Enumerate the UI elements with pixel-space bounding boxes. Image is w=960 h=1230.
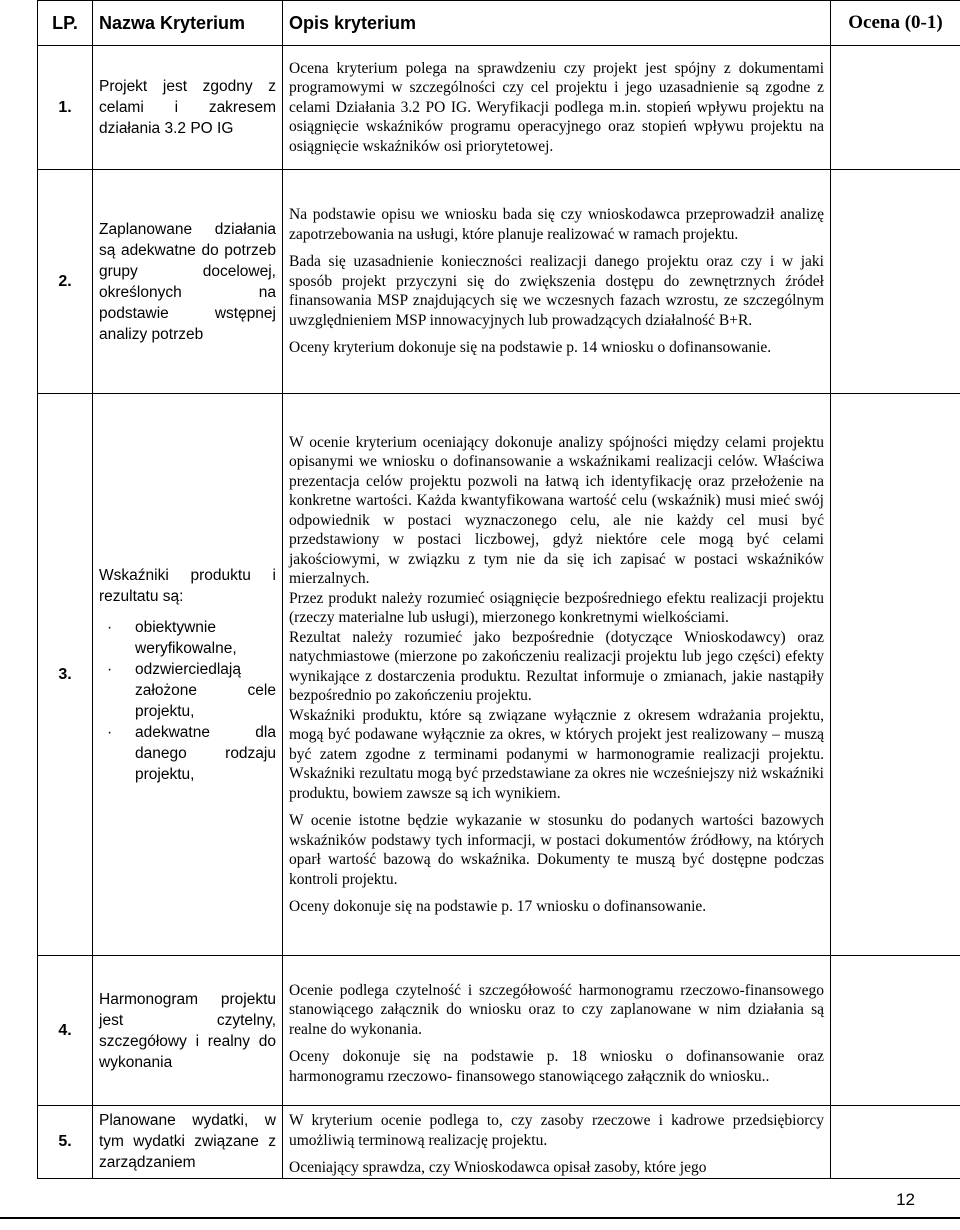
description-paragraph: W ocenie istotne będzie wykazanie w stosunku do podanych wartości bazowych wskaźników podstawy tych informacji, w postaci dokumentów źródłowy, na których oparł wartość bazową do wskaźnika. Dokumenty te muszą być dostępne podczas kontroli projektu. bbox=[289, 812, 824, 888]
score-cell bbox=[831, 1106, 960, 1179]
description-paragraph: Oceny dokonuje się na podstawie p. 18 wniosku o dofinansowanie oraz harmonogramu rzeczowo- finansowego stanowiącego załącznik do wniosku.. bbox=[289, 1048, 824, 1085]
description-paragraph: Przez produkt należy rozumieć osiągnięcie bezpośredniego efektu realizacji projektu (rzeczy materialne lub usługi), mierzonego konkretnymi wielkościami. bbox=[289, 589, 824, 626]
description-paragraph: W ocenie kryterium oceniający dokonuje analizy spójności między celami projektu opisanymi we wniosku o dofinansowanie a wskaźnikami realizacji celów. Właściwa prezentacja celów projektu pozwoli na łatwą ich identyfikację oraz przełożenie na konkretne wartości. Każda kwantyfikowana wartość celu (wskaźnik) musi mieć swój odpowiednik w postaci wyznaczonego celu, ale nie każdy cel musi być przedstawiony w postaci liczbowej, gdyż niektóre cele mogą być celami jakościowymi, w związku z tym nie da się ich zapisać w postaci wskaźników mierzalnych. bbox=[289, 433, 824, 587]
header-criterion-name: Nazwa Kryterium bbox=[93, 1, 283, 46]
bullet-icon: · bbox=[107, 723, 113, 741]
row-number: 5. bbox=[38, 1106, 93, 1179]
description-paragraph: Oceniający sprawdza, czy Wnioskodawca opisał zasoby, które jego bbox=[289, 1159, 707, 1176]
score-cell bbox=[831, 46, 960, 170]
criterion-name: Projekt jest zgodny z celami i zakresem działania 3.2 PO IG bbox=[93, 46, 283, 170]
description-paragraph: W kryterium ocenie podlega to, czy zasoby rzeczowe i kadrowe przedsiębiorcy umożliwią terminową realizację projektu. bbox=[289, 1112, 824, 1149]
score-cell bbox=[831, 394, 960, 956]
description-paragraph: Oceny dokonuje się na podstawie p. 17 wniosku o dofinansowanie. bbox=[289, 898, 707, 915]
criterion-description bbox=[283, 394, 831, 956]
criterion-name bbox=[93, 394, 283, 956]
list-item: · odzwierciedlają założone cele projektu, bbox=[107, 660, 276, 720]
row-number: 3. bbox=[38, 394, 93, 956]
description-paragraph: Na podstawie opisu we wniosku bada się czy wnioskodawca przeprowadził analizę zapotrzebowania na usługi, które planuje realizować w ramach projektu. bbox=[289, 206, 824, 243]
table-row bbox=[38, 46, 960, 170]
table-row bbox=[38, 394, 960, 956]
description-paragraph: Ocenie podlega czytelność i szczegółowość harmonogramu rzeczowo-finansowego stanowiącego załącznik do wniosku oraz to czy zaplanowane w nim działania są realne do wykonania. bbox=[289, 981, 824, 1038]
list-item: · obiektywnie weryfikowalne, bbox=[107, 618, 237, 657]
header-lp: LP. bbox=[38, 1, 93, 46]
criterion-description bbox=[283, 1106, 831, 1179]
score-cell bbox=[831, 956, 960, 1106]
list-item: · adekwatne dla danego rodzaju projektu, bbox=[107, 723, 276, 783]
row-number: 2. bbox=[38, 170, 93, 394]
footer-divider bbox=[0, 1217, 960, 1219]
criterion-name: Planowane wydatki, w tym wydatki związane z zarządzaniem bbox=[93, 1106, 283, 1179]
table-row bbox=[38, 170, 960, 394]
description-paragraph: Wskaźniki produktu, które są związane wyłącznie z okresem wdrażania projektu, mogą być podawane wyłącznie za okres, w których projekt jest realizowany – muszą być zatem zgodne z terminami podanymi w harmonogramie realizacji projektu. Wskaźniki rezultatu mogą być przedstawiane za okres nie wcześniejszy niż wskaźniki produktu, bowiem zawsze są ich wynikiem. bbox=[289, 706, 824, 802]
criterion-description bbox=[283, 46, 831, 170]
description-paragraph: Rezultat należy rozumieć jako bezpośrednie (dotyczące Wnioskodawcy) oraz natychmiastowe (mierzone po zakończeniu realizacji projektu lub jego części) efekty wynikające z dostarczenia produktu. Rezultat informuje o zmianach, jakie nastąpiły bezpośrednio po zakończeniu projektu. bbox=[289, 628, 824, 704]
criterion-description bbox=[283, 956, 831, 1106]
description-paragraph: Oceny kryterium dokonuje się na podstawie p. 14 wniosku o dofinansowanie. bbox=[289, 339, 772, 357]
criteria-table bbox=[37, 0, 960, 1179]
description-paragraph: Bada się uzasadnienie konieczności realizacji danego projektu oraz czy i w jaki sposób projekt przyczyni się do zwiększenia dostępu do zewnętrznych źródeł finansowania MSP znajdujących się we wczesnych fazach wzrostu, ze szczególnym uwzględnieniem MSP innowacyjnych lub prowadzących działalność B+R. bbox=[289, 253, 824, 329]
criterion-name-intro: Wskaźniki produktu i rezultatu są: bbox=[99, 566, 276, 605]
criterion-name: Harmonogram projektu jest czytelny, szczegółowy i realny do wykonania bbox=[93, 956, 283, 1106]
table-header-row bbox=[38, 1, 960, 46]
row-number: 4. bbox=[38, 956, 93, 1106]
header-score: Ocena (0-1) bbox=[831, 1, 960, 46]
table-row bbox=[38, 956, 960, 1106]
criterion-description bbox=[283, 170, 831, 394]
table-row bbox=[38, 1106, 960, 1179]
row-number: 1. bbox=[38, 46, 93, 170]
description-paragraph: Ocena kryterium polega na sprawdzeniu czy projekt jest spójny z dokumentami programowymi w szczególności czy cel projektu i jego uzasadnienie są zgodne z celami Działania 3.2 PO IG. Weryfikacji podlega m.in. stopień wpływu projektu na osiągnięcie wskaźników programu operacyjnego oraz stopień wpływu projektu na osiągnięcie wskaźników osi priorytetowej. bbox=[289, 59, 824, 155]
page-number: 12 bbox=[896, 1190, 915, 1209]
bullet-icon: · bbox=[107, 660, 113, 678]
criterion-name: Zaplanowane działania są adekwatne do potrzeb grupy docelowej, określonych na podstawie wstępnej analizy potrzeb bbox=[93, 170, 283, 394]
bullet-icon: · bbox=[107, 618, 113, 636]
score-cell bbox=[831, 170, 960, 394]
criterion-bullet-list bbox=[99, 617, 276, 785]
header-criterion-description: Opis kryterium bbox=[283, 1, 831, 46]
